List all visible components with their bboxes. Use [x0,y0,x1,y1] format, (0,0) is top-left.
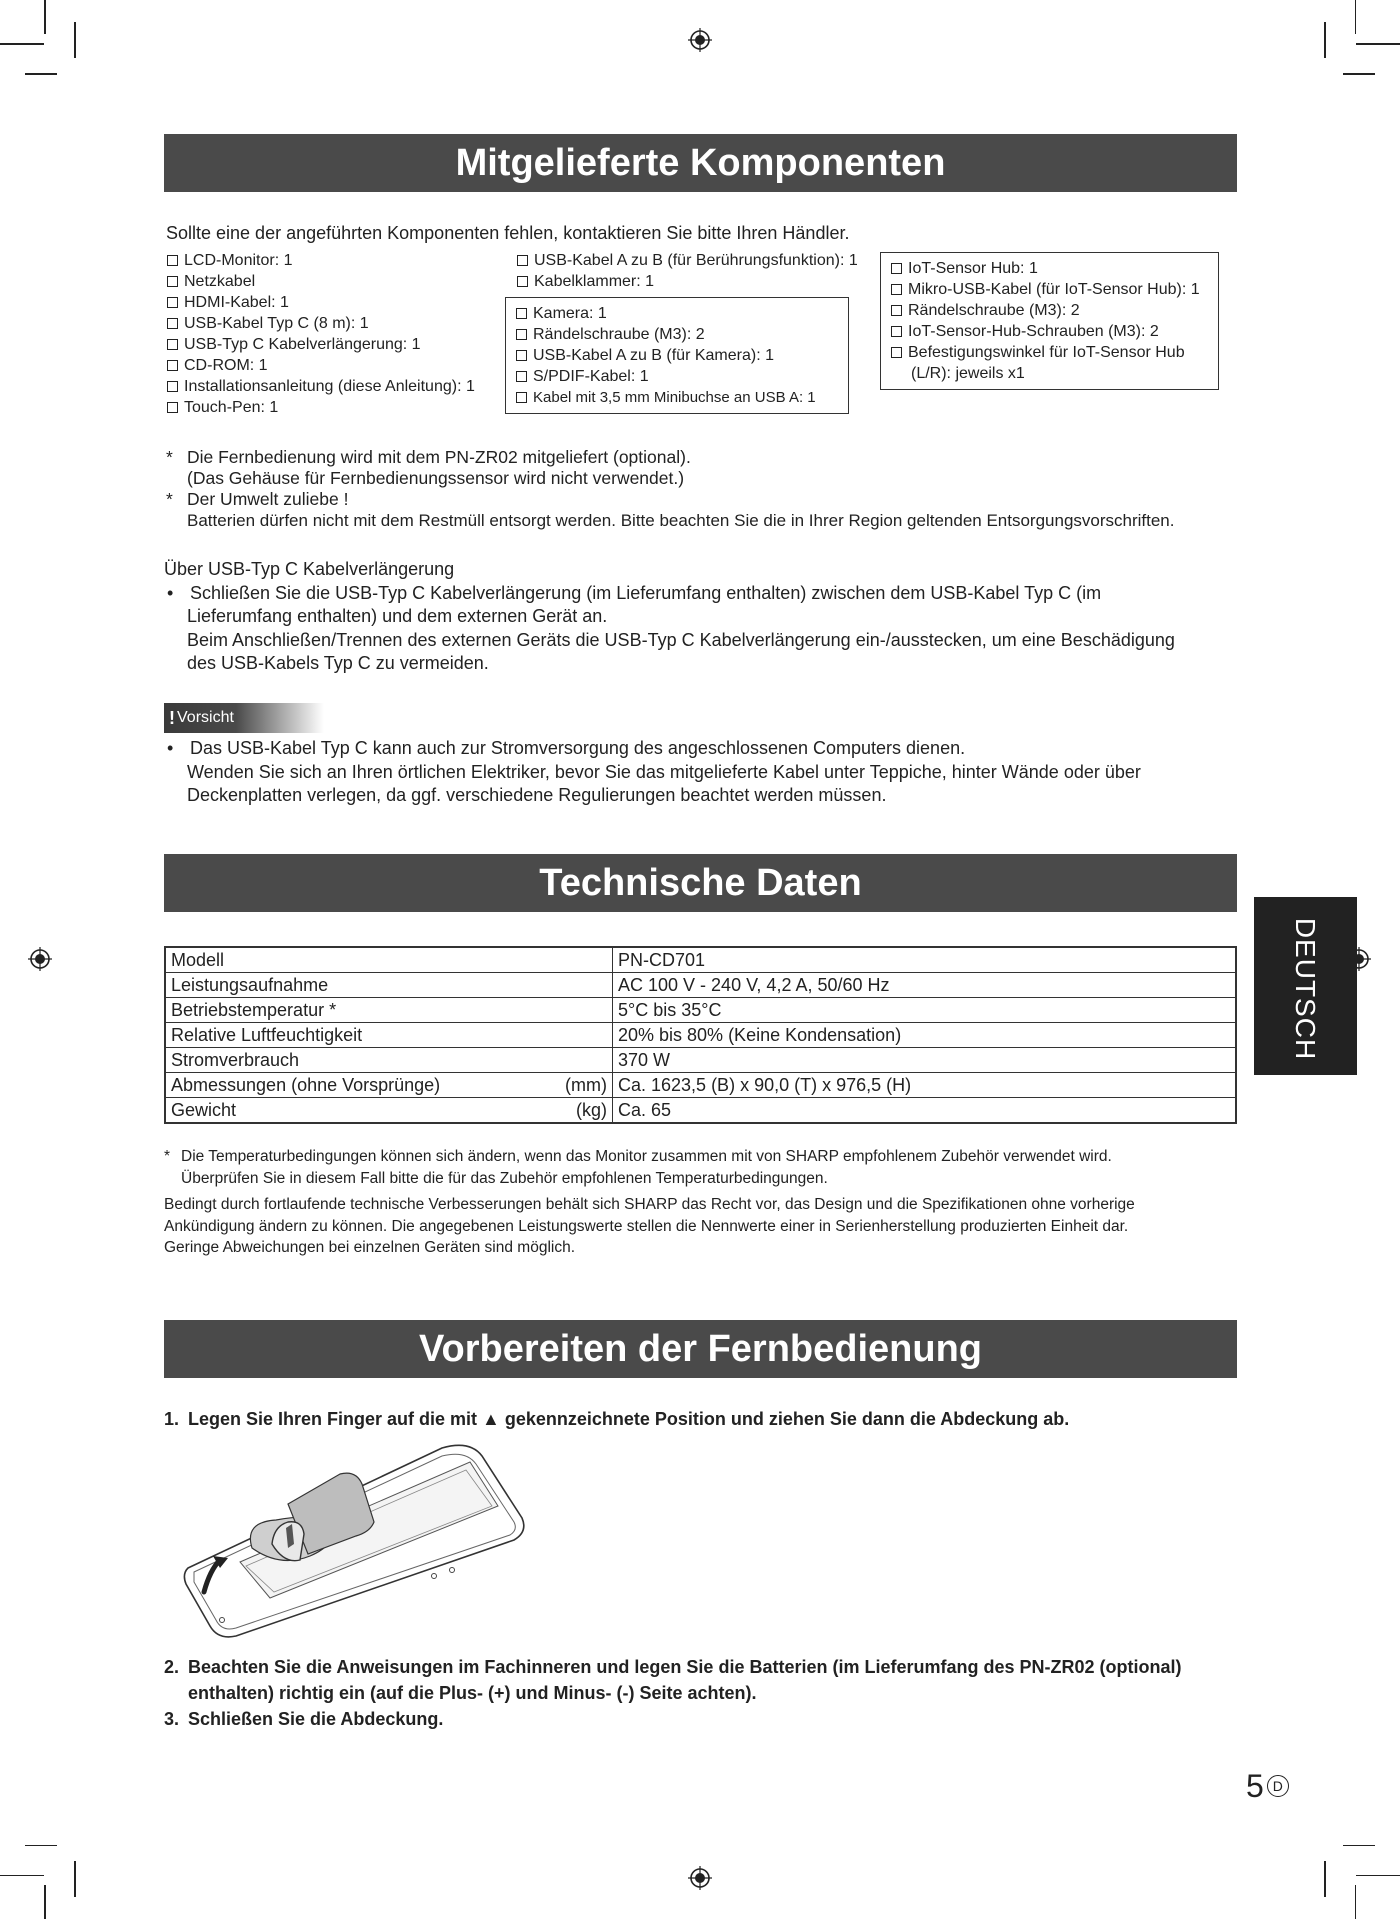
table-row: Modell PN-CD701 [165,947,1236,973]
registration-mark-icon [688,1866,712,1890]
crop-mark [74,22,76,58]
crop-mark [74,1861,76,1897]
crop-mark [25,1845,57,1847]
registration-mark-icon [28,947,52,971]
registration-mark-icon [688,28,712,52]
components-list-col1 [167,250,475,418]
crop-mark [25,73,57,75]
list-item: USB-Kabel A zu B (für Berührungsfunktion): 1 [517,250,858,271]
components-list-col2 [517,250,858,292]
table-row: Relative Luftfeuchtigkeit 20% bis 80% (Keine Kondensation) [165,1023,1236,1048]
list-item: USB-Kabel A zu B (für Kamera): 1 [516,345,840,366]
page-letter-badge: D [1267,1775,1289,1797]
list-item: LCD-Monitor: 1 [167,250,475,271]
usb-extension-section: Über USB-Typ C Kabelverlängerung • Schließen Sie die USB-Typ C Kabelverlängerung (im Lieferumfang enthalten) zwischen dem USB-Kabel Typ C (im Lieferumfang enthalten) und dem externen Gerät an. Beim Anschließen/Trennen des externen Geräts die USB-Typ C Kabelverlängerung ein-/ausstecken, um eine Beschädigung des USB-Kabels Typ C zu vermeiden. [164,558,1244,676]
list-item: IoT-Sensor Hub: 1 [891,258,1210,279]
list-item: HDMI-Kabel: 1 [167,292,475,313]
crop-mark [44,0,46,34]
list-item: (L/R): jeweils x1 [911,365,1025,382]
list-item: Kamera: 1 [516,303,840,324]
crop-mark [1343,1845,1375,1847]
crop-mark [1356,1875,1400,1877]
list-item: USB-Kabel Typ C (8 m): 1 [167,313,475,334]
list-item: Kabel mit 3,5 mm Minibuchse an USB A: 1 [516,387,840,408]
iot-kit-box [880,252,1219,390]
list-item: Rändelschraube (M3): 2 [516,324,840,345]
list-item: Befestigungswinkel für IoT-Sensor Hub [891,342,1210,363]
crop-mark [1324,22,1326,58]
caution-label: ! Vorsicht [164,703,324,733]
section-title-specs: Technische Daten [164,854,1237,912]
remote-step-1: 1. Legen Sie Ihren Finger auf die mit ▲ gekennzeichnete Position und ziehen Sie dann die Abdeckung ab. [164,1409,1070,1429]
components-notes: * Die Fernbedienung wird mit dem PN-ZR02 mitgeliefert (optional). (Das Gehäuse für Fernbedienungssensor wird nicht verwendet.) * Der Umwelt zuliebe ! Batterien dürfen nicht mit dem Restmüll entsorgt werden. Bitte beachten Sie die in Ihrer Region geltenden Entsorgungsvorschriften. [166,447,1175,530]
remote-battery-cover-illustration [180,1440,530,1640]
list-item: Netzkabel [167,271,475,292]
list-item: Rändelschraube (M3): 2 [891,300,1210,321]
table-row: Gewicht (kg) Ca. 65 [165,1098,1236,1124]
crop-mark [1343,73,1375,75]
crop-mark [1324,1861,1326,1897]
list-item: CD-ROM: 1 [167,355,475,376]
crop-mark [1355,0,1357,34]
caution-text: • Das USB-Kabel Typ C kann auch zur Stromversorgung des angeschlossenen Computers dienen. Wenden Sie sich an Ihren örtlichen Elektriker, bevor Sie das mitgelieferte Kabel unter Teppiche, hinter Wände oder über Deckenplatten verlegen, da ggf. verschiedene Regulierungen beachtet werden müssen. [167,738,1141,805]
registration-mark-icon [1347,947,1371,971]
table-row: Betriebstemperatur * 5°C bis 35°C [165,998,1236,1023]
camera-kit-box [505,297,849,414]
list-item: Installationsanleitung (diese Anleitung): 1 [167,376,475,397]
remote-steps-2-3: 2. Beachten Sie die Anweisungen im Fachinneren und legen Sie die Batterien (im Lieferumfang des PN-ZR02 (optional) enthalten) richtig ein (auf die Plus- (+) und Minus- (-) Seite achten). 3. Schließen Sie die Abdeckung. [164,1654,1244,1732]
table-row: Leistungsaufnahme AC 100 V - 240 V, 4,2 A, 50/60 Hz [165,973,1236,998]
crop-mark [0,1875,44,1877]
list-item: S/PDIF-Kabel: 1 [516,366,840,387]
list-item: USB-Typ C Kabelverlängerung: 1 [167,334,475,355]
list-item: Kabelklammer: 1 [517,271,858,292]
specs-table [164,946,1237,1124]
section-title-remote: Vorbereiten der Fernbedienung [164,1320,1237,1378]
crop-mark [0,43,44,45]
usb-extension-heading: Über USB-Typ C Kabelverlängerung [164,559,455,579]
specs-footnotes: * Die Temperaturbedingungen können sich ändern, wenn das Monitor zusammen mit von SHARP empfohlenem Zubehör verwendet wird. Überprüfen Sie in diesem Fall bitte die für das Zubehör empfohlenen Temperaturbedingungen. Bedingt durch fortlaufende technische Verbesserungen behält sich SHARP das Recht vor, das Design und die Spezifikationen ohne vorherige Ankündigung ändern zu können. Die angegebenen Leistungswerte stellen die Nennwerte einer in Serienherstellung produzierten Einheit dar. Geringe Abweichungen bei einzelnen Geräten sind möglich. [164,1148,1135,1256]
page-number: 5 D [1246,1770,1289,1802]
crop-mark [1356,43,1400,45]
section-title-components: Mitgelieferte Komponenten [164,134,1237,192]
table-row: Abmessungen (ohne Vorsprünge) (mm) Ca. 1623,5 (B) x 90,0 (T) x 976,5 (H) [165,1073,1236,1098]
warning-icon: ! [169,707,175,728]
list-item: Mikro-USB-Kabel (für IoT-Sensor Hub): 1 [891,279,1210,300]
crop-mark [1355,1885,1357,1919]
crop-mark [44,1885,46,1919]
remote-step-3: 3. Schließen Sie die Abdeckung. [164,1709,444,1729]
language-side-tab-label: DEUTSCH [1290,917,1321,1061]
list-item: IoT-Sensor-Hub-Schrauben (M3): 2 [891,321,1210,342]
list-item: Touch-Pen: 1 [167,397,475,418]
remote-step-2: 2. Beachten Sie die Anweisungen im Fachinneren und legen Sie die Batterien (im Lieferumfang des PN-ZR02 (optional) [164,1657,1182,1677]
components-intro: Sollte eine der angeführten Komponenten fehlen, kontaktieren Sie bitte Ihren Händler. [166,223,850,243]
table-row: Stromverbrauch 370 W [165,1048,1236,1073]
